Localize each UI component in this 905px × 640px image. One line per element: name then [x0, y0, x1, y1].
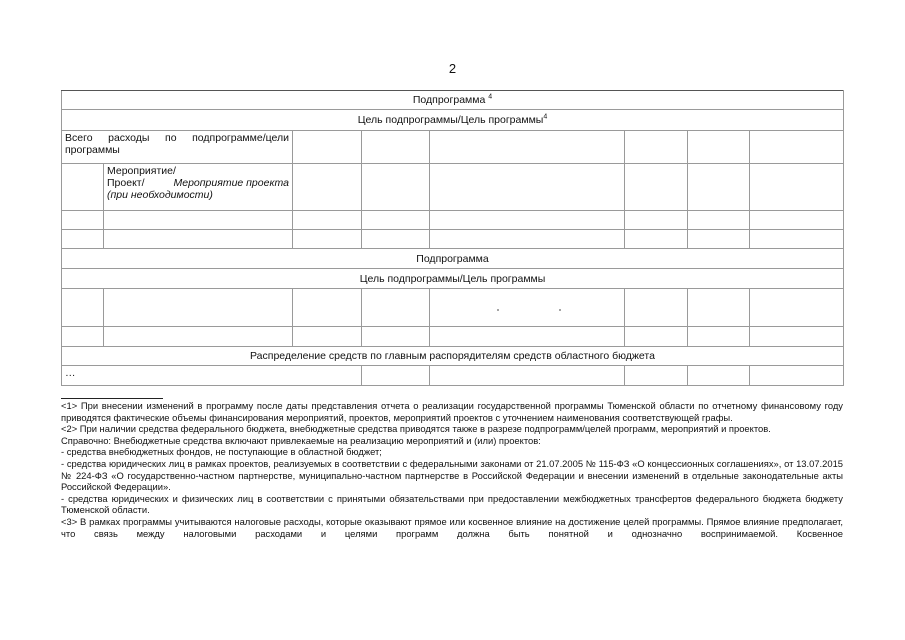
reference-item-1: - средства внебюджетных фондов, не поступающие в областной бюджет; — [61, 446, 382, 458]
dot-mark — [497, 309, 499, 311]
footnote-2: <2> При наличии средства федерального бюджета, внебюджетные средства приводятся также в разрезе подпрограмм/целей программ, мероприятий и проектов. — [61, 423, 771, 435]
financing-table — [61, 90, 844, 386]
subprogram-label: Подпрограмма — [412, 94, 486, 106]
goal-row-2 — [62, 269, 844, 289]
goal-label-2: Цель подпрограммы/Цель программы — [62, 269, 844, 289]
distribution-data-row — [62, 366, 844, 386]
footnote-separator — [61, 398, 163, 399]
reference-item-3: - средства юридических и физических лиц в соответствии с принятыми обязательствами при предоставлении межбюджетных трансфертов федерального бюджета бюджету Тюменской области. — [61, 492, 843, 516]
subprogram-row-2 — [62, 249, 844, 269]
goal-label: Цель подпрограммы/Цель программы — [357, 114, 544, 126]
reference-item-2: - средства юридических лиц в рамках проектов, реализуемых в соответствии с федеральными законами от 21.07.2005 № 115-ФЗ «О концессионных соглашениях», от 13.07.2015 № 224-ФЗ «О государственно-частном партнерстве, муниципально-частном партнерстве в Российской Федерации и внесении изменений в отдельные законодательные акты Российской Федерации». — [61, 457, 843, 493]
footnote-1: <1> При внесении изменений в программу после даты представления отчета о реализации государственной программы Тюменской области по отчетному финансовому году приводятся фактические объемы финансирования мероприятий, проектов, мероприятий проектов с уточнением наименования соответствующей графы. — [61, 400, 843, 423]
activity-label: Мероприятие/ Проект/ Мероприятие проекта (при необходимости) — [104, 164, 293, 211]
dot-mark — [559, 309, 561, 311]
goal-footnote-mark: 4 — [543, 113, 548, 121]
total-expenses-label: Всего расходы по подпрограмме/цели программы — [62, 131, 293, 164]
page-number: 2 — [448, 61, 457, 76]
distribution-row — [62, 347, 844, 366]
subprogram-row — [62, 91, 844, 110]
goal-row — [62, 110, 844, 131]
reference-note: Справочно: Внебюджетные средства включают привлекаемые на реализацию мероприятий и (или) проектов: — [61, 434, 541, 446]
footnotes — [61, 400, 843, 539]
empty-row — [62, 289, 844, 327]
subprogram-label-2: Подпрограмма — [62, 249, 844, 269]
subprogram-footnote-mark: 4 — [488, 93, 493, 101]
footnote-3: <3> В рамках программы учитываются налоговые расходы, которые оказывают прямое или косвенное влияние на достижение целей программы. Прямое влияние предполагает, что связь между налоговыми расходами и целями программ должна быть понятной и однозначно воспринимаемой. Косвенное — [61, 515, 843, 539]
activity-row — [62, 164, 844, 211]
distribution-ellipsis: … — [62, 366, 362, 386]
empty-row — [62, 230, 844, 249]
empty-row — [62, 327, 844, 347]
empty-row — [62, 211, 844, 230]
total-expenses-row — [62, 131, 844, 164]
distribution-label: Распределение средств по главным распорядителям средств областного бюджета — [62, 347, 844, 366]
